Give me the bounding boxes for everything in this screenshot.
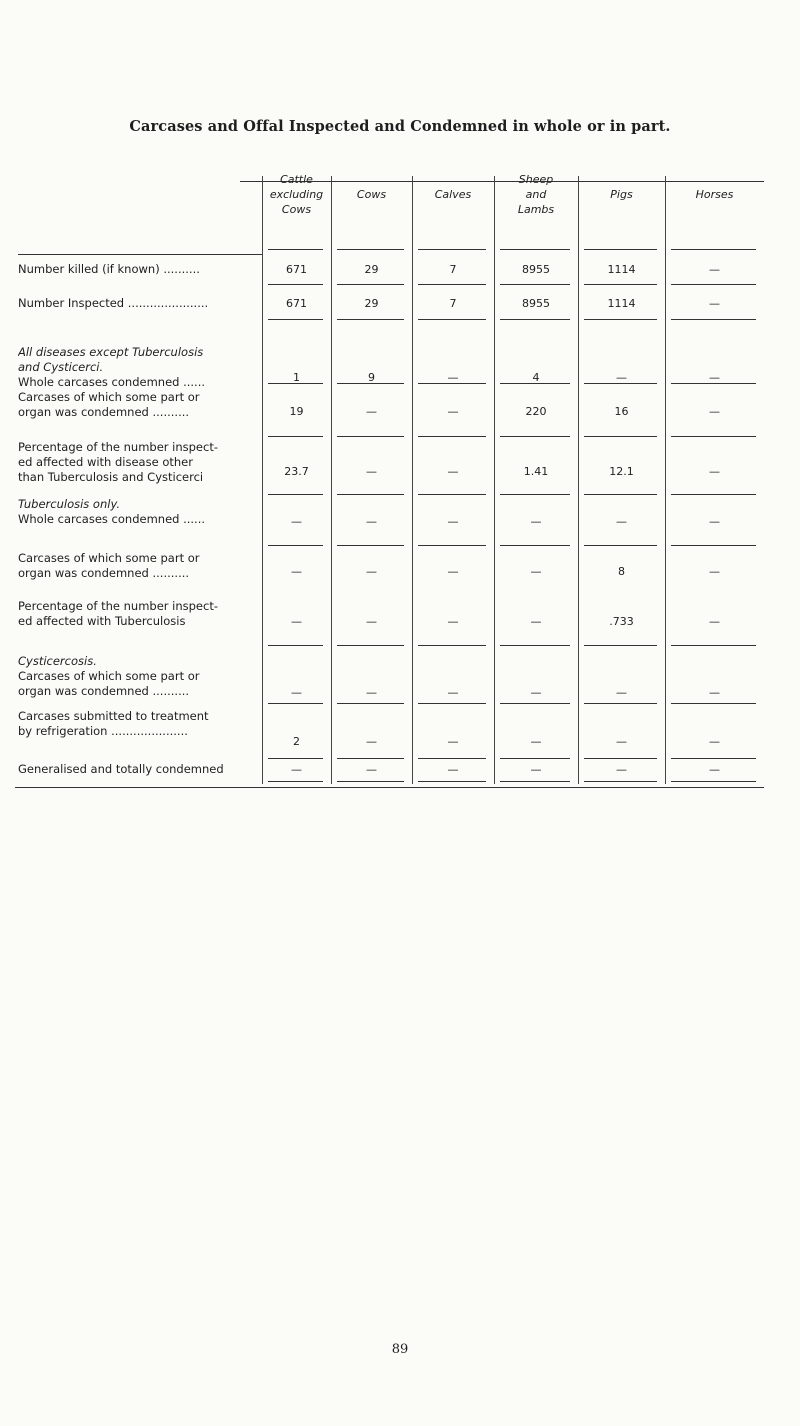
header-cell-rule	[268, 249, 323, 250]
row-label-line: Carcases of which some part or	[18, 669, 200, 683]
cell-rule	[418, 545, 486, 546]
cell-rule	[418, 758, 486, 759]
cell-rule	[584, 545, 657, 546]
row-label	[18, 345, 260, 390]
cell-rule	[500, 645, 570, 646]
table-cell: —	[530, 763, 542, 776]
table-cell: —	[616, 763, 627, 776]
row-label-line: Percentage of the number inspect-	[18, 440, 218, 454]
table-cell: —	[709, 263, 720, 276]
row-label-line: ed affected with Tuberculosis	[18, 614, 186, 628]
cell-rule	[337, 645, 404, 646]
table-cell: 1114	[607, 263, 636, 276]
cell-rule	[418, 703, 486, 704]
row-label	[18, 390, 260, 420]
row-label	[18, 551, 260, 581]
row-label-line: Number killed (if known) ..........	[18, 262, 200, 276]
table-cell: —	[447, 763, 459, 776]
page-number: 89	[391, 1342, 409, 1357]
cell-rule	[268, 545, 323, 546]
table-cell: —	[447, 515, 459, 528]
cell-rule	[584, 781, 657, 782]
table-cell: 220	[525, 405, 547, 418]
table-cell: —	[616, 371, 627, 384]
column-header-line: Calves	[434, 188, 472, 201]
cell-rule	[671, 284, 756, 285]
cell-rule	[500, 284, 570, 285]
cell-rule	[268, 703, 323, 704]
cell-rule	[418, 319, 486, 320]
table-cell: —	[447, 735, 459, 748]
header-cell-rule	[500, 249, 570, 250]
row-label-line: organ was condemned ..........	[18, 405, 190, 419]
table-cell: .733	[609, 615, 634, 628]
table-cell: —	[709, 465, 720, 478]
row-label-line: All diseases except Tuberculosis	[18, 345, 204, 359]
table-cell: —	[530, 686, 542, 699]
row-label	[18, 709, 260, 739]
table-cell: —	[366, 615, 377, 628]
cell-rule	[584, 645, 657, 646]
column-header-line: Lambs	[517, 203, 555, 216]
table-cell: —	[291, 515, 302, 528]
table-cell: 8955	[522, 297, 550, 310]
cell-rule	[418, 494, 486, 495]
row-label-line: Number Inspected ......................	[18, 296, 209, 310]
table-cell: —	[366, 465, 377, 478]
cell-rule	[671, 436, 756, 437]
table-cell: —	[709, 565, 720, 578]
table-cell: 671	[286, 297, 307, 310]
header-cell-rule	[671, 249, 756, 250]
cell-rule	[268, 436, 323, 437]
cell-rule	[268, 494, 323, 495]
table-cell: —	[709, 405, 720, 418]
header-cell-rule	[337, 249, 404, 250]
cell-rule	[584, 284, 657, 285]
table-cell: —	[709, 686, 720, 699]
column-header-line: excluding	[269, 188, 324, 201]
table-cell: —	[366, 565, 377, 578]
table-cell: —	[530, 735, 542, 748]
table-cell: 1114	[607, 297, 636, 310]
row-label-line: ed affected with disease other	[18, 455, 193, 469]
page-title: Carcases and Offal Inspected and Condemned in whole or in part.	[129, 118, 671, 135]
row-label-line: than Tuberculosis and Cysticerci	[18, 470, 204, 484]
table-cell: —	[709, 735, 720, 748]
row-label-line: and Cysticerci.	[18, 360, 104, 374]
column-header-line: Cows	[356, 188, 387, 201]
column-header-line: Horses	[695, 188, 734, 201]
row-label	[18, 262, 260, 277]
table-cell: 19	[289, 405, 304, 418]
cell-rule	[584, 494, 657, 495]
cell-rule	[584, 758, 657, 759]
table-cell: —	[291, 686, 302, 699]
header-cell-rule	[418, 249, 486, 250]
cell-rule	[671, 319, 756, 320]
row-label-line: Whole carcases condemned ......	[18, 375, 206, 389]
table-cell: 16	[614, 405, 629, 418]
row-label-line: Generalised and totally condemned	[18, 762, 224, 776]
cell-rule	[500, 758, 570, 759]
table-cell: —	[447, 405, 459, 418]
table-cell: —	[447, 615, 459, 628]
table-cell: —	[530, 565, 542, 578]
cell-rule	[418, 436, 486, 437]
table-bottom-rule	[15, 787, 764, 788]
table-cell: —	[447, 371, 459, 384]
table-cell: 4	[532, 371, 540, 384]
cell-rule	[500, 319, 570, 320]
cell-rule	[268, 645, 323, 646]
cell-rule	[337, 319, 404, 320]
cell-rule	[337, 494, 404, 495]
cell-rule	[584, 319, 657, 320]
cell-rule	[337, 436, 404, 437]
column-header-line: and	[525, 188, 547, 201]
row-label-line: Carcases submitted to treatment	[18, 709, 209, 723]
table-cell: 23.7	[284, 465, 309, 478]
table-cell: 7	[449, 297, 457, 310]
cell-rule	[337, 284, 404, 285]
row-label-line: by refrigeration .....................	[18, 724, 188, 738]
cell-rule	[337, 758, 404, 759]
row-label	[18, 497, 260, 527]
cell-rule	[584, 436, 657, 437]
row-label-line: Cysticercosis.	[18, 654, 97, 668]
table-cell: —	[447, 465, 459, 478]
table-cell: —	[616, 686, 627, 699]
column-header-line: Pigs	[610, 188, 633, 201]
cell-rule	[671, 645, 756, 646]
cell-rule	[337, 703, 404, 704]
table-cell: 8955	[522, 263, 550, 276]
cell-rule	[584, 703, 657, 704]
header-cell-rule	[584, 249, 657, 250]
header-label-rule	[18, 254, 262, 255]
cell-rule	[268, 284, 323, 285]
table-cell: 1	[293, 371, 300, 384]
table-cell: 29	[364, 297, 379, 310]
table-cell: 7	[449, 263, 457, 276]
cell-rule	[268, 319, 323, 320]
table-cell: —	[709, 515, 720, 528]
table-cell: —	[291, 763, 302, 776]
cell-rule	[418, 645, 486, 646]
row-label	[18, 654, 260, 699]
table-cell: —	[291, 565, 302, 578]
table-cell: —	[447, 565, 459, 578]
table-cell: 1.41	[523, 465, 549, 478]
cell-rule	[418, 284, 486, 285]
cell-rule	[418, 781, 486, 782]
cell-rule	[268, 758, 323, 759]
row-label-line: Whole carcases condemned ......	[18, 512, 206, 526]
table-cell: —	[366, 686, 377, 699]
cell-rule	[500, 781, 570, 782]
cell-rule	[500, 494, 570, 495]
table-cell: —	[530, 515, 542, 528]
cell-rule	[671, 494, 756, 495]
table-cell: —	[530, 615, 542, 628]
table-cell: —	[709, 297, 720, 310]
table-cell: —	[709, 615, 720, 628]
column-header-line: Sheep	[518, 173, 554, 186]
row-label-line: Percentage of the number inspect-	[18, 599, 218, 613]
table-cell: —	[291, 615, 302, 628]
table-cell: 671	[286, 263, 307, 276]
table-cell: —	[366, 405, 377, 418]
table-cell: 8	[618, 565, 625, 578]
table-cell: 12.1	[609, 465, 634, 478]
cell-rule	[671, 703, 756, 704]
cell-rule	[671, 545, 756, 546]
cell-rule	[500, 436, 570, 437]
row-label-line: Carcases of which some part or	[18, 551, 200, 565]
row-label	[18, 762, 260, 777]
table-cell: —	[616, 735, 627, 748]
table-cell: 2	[293, 735, 300, 748]
cell-rule	[671, 781, 756, 782]
table-cell: —	[616, 515, 627, 528]
row-label	[18, 440, 260, 485]
column-header-line: Cattle	[280, 173, 313, 186]
table-cell: —	[366, 763, 377, 776]
cell-rule	[337, 781, 404, 782]
row-label-line: organ was condemned ..........	[18, 684, 190, 698]
row-label	[18, 296, 260, 311]
table-cell: —	[366, 735, 377, 748]
row-label-line: Carcases of which some part or	[18, 390, 200, 404]
cell-rule	[337, 545, 404, 546]
table-cell: 9	[368, 371, 375, 384]
cell-rule	[671, 758, 756, 759]
row-label-line: organ was condemned ..........	[18, 566, 190, 580]
row-label	[18, 599, 260, 629]
cell-rule	[268, 781, 323, 782]
cell-rule	[500, 703, 570, 704]
row-label-line: Tuberculosis only.	[18, 497, 121, 511]
table-cell: —	[709, 371, 720, 384]
cell-rule	[500, 545, 570, 546]
table-cell: —	[447, 686, 459, 699]
table-cell: —	[709, 763, 720, 776]
table-cell: —	[366, 515, 377, 528]
column-header-line: Cows	[281, 203, 312, 216]
table-cell: 29	[364, 263, 379, 276]
